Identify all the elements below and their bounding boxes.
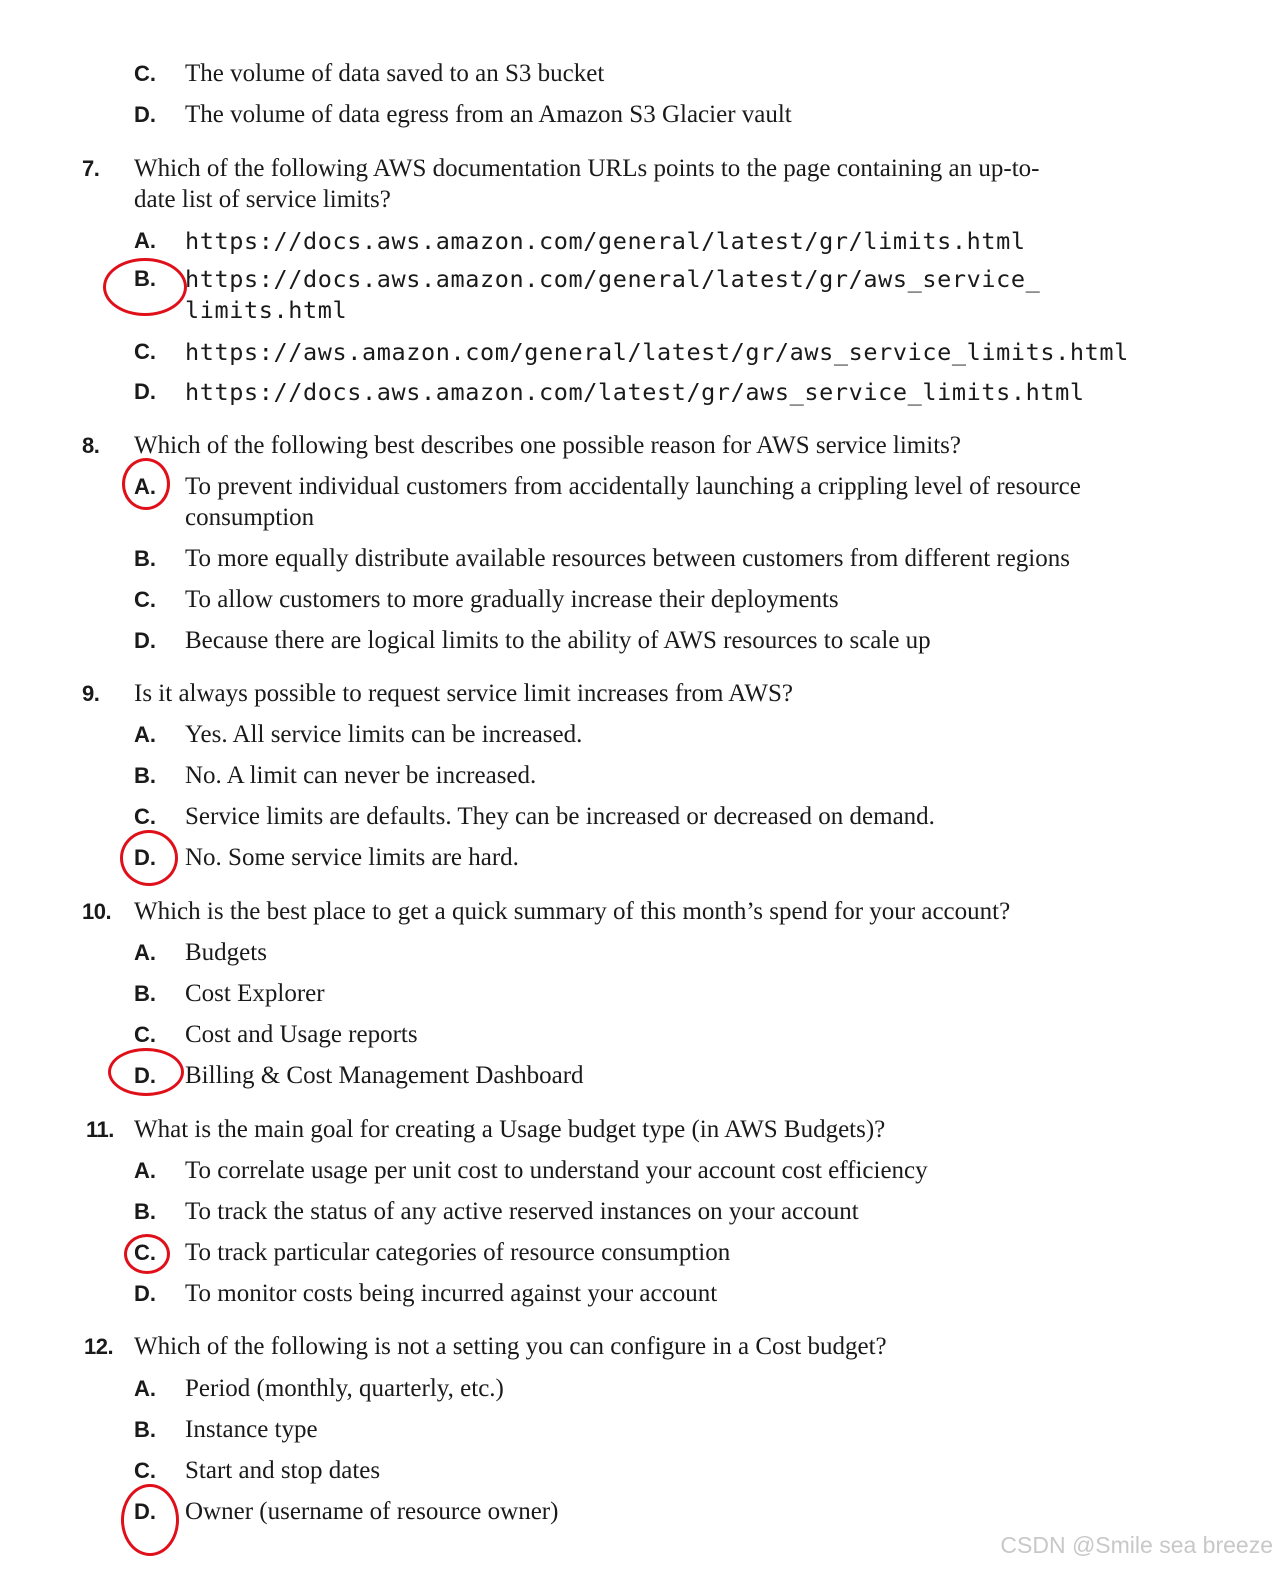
option-letter: A.	[134, 1158, 156, 1183]
option-text: Cost and Usage reports	[185, 1021, 418, 1048]
option-text: To track the status of any active reserved instances on your account	[185, 1198, 859, 1225]
question-text: Is it always possible to request service limit increases from AWS?	[134, 680, 793, 707]
question-text: Which of the following AWS documentation URLs points to the page containing an up-to-	[134, 155, 1040, 182]
option-letter: D.	[134, 1281, 156, 1306]
option-text: No. A limit can never be increased.	[185, 762, 537, 789]
answer-circle-annotation	[103, 258, 187, 316]
option-letter: B.	[134, 763, 156, 788]
option-letter: C.	[134, 1458, 156, 1483]
answer-circle-annotation	[108, 1048, 184, 1096]
watermark: CSDN @Smile sea breeze	[1000, 1532, 1273, 1558]
option-letter: D.	[134, 102, 156, 127]
option-text: Budgets	[185, 939, 267, 966]
option-letter: A.	[134, 474, 156, 499]
question-text: Which of the following is not a setting you can configure in a Cost budget?	[134, 1333, 887, 1360]
question-text: Which is the best place to get a quick summary of this month’s spend for your account?	[134, 898, 1011, 925]
answer-circle-annotation	[121, 1484, 179, 1556]
option-letter: D.	[134, 628, 156, 653]
option-text: Owner (username of resource owner)	[185, 1498, 559, 1525]
option-letter: A.	[134, 722, 156, 747]
option-letter: B.	[134, 981, 156, 1006]
option-text: No. Some service limits are hard.	[185, 844, 519, 871]
question-text: Which of the following best describes one possible reason for AWS service limits?	[134, 432, 961, 459]
option-letter: B.	[134, 266, 156, 291]
question-number: 7.	[82, 156, 100, 181]
option-text: Service limits are defaults. They can be increased or decreased on demand.	[185, 803, 935, 830]
option-text: Period (monthly, quarterly, etc.)	[185, 1375, 504, 1402]
option-text: limits.html	[185, 296, 348, 324]
option-letter: A.	[134, 228, 156, 253]
option-text: To prevent individual customers from accidentally launching a crippling level of resource	[185, 473, 1081, 500]
option-text: https://docs.aws.amazon.com/latest/gr/aws_service_limits.html	[185, 378, 1085, 406]
option-letter: C.	[134, 804, 156, 829]
option-text: https://aws.amazon.com/general/latest/gr/aws_service_limits.html	[185, 338, 1129, 366]
option-letter: C.	[134, 339, 156, 364]
option-text: Instance type	[185, 1416, 318, 1443]
answer-circle-annotation	[120, 830, 178, 886]
option-text: To more equally distribute available resources between customers from different regions	[185, 545, 1070, 572]
question-number: 11.	[86, 1117, 114, 1142]
option-text: To correlate usage per unit cost to understand your account cost efficiency	[185, 1157, 928, 1184]
option-letter: B.	[134, 1199, 156, 1224]
question-number: 8.	[82, 433, 100, 458]
option-letter: A.	[134, 1376, 156, 1401]
option-letter: D.	[134, 1063, 156, 1088]
option-letter: D.	[134, 845, 156, 870]
option-text: Start and stop dates	[185, 1457, 381, 1484]
option-letter: C.	[134, 61, 156, 86]
question-text: date list of service limits?	[134, 186, 391, 213]
option-text: https://docs.aws.amazon.com/general/latest/gr/aws_service_	[185, 265, 1041, 293]
option-letter: B.	[134, 546, 156, 571]
question-number: 9.	[82, 681, 100, 706]
option-text: The volume of data egress from an Amazon S3 Glacier vault	[185, 101, 792, 128]
option-letter: C.	[134, 587, 156, 612]
option-text: To track particular categories of resource consumption	[185, 1239, 731, 1266]
option-text: Because there are logical limits to the ability of AWS resources to scale up	[185, 627, 931, 654]
answer-circle-annotation	[122, 458, 170, 510]
question-number: 10.	[82, 899, 112, 924]
option-text: To allow customers to more gradually increase their deployments	[185, 586, 839, 613]
option-text: To monitor costs being incurred against your account	[185, 1280, 718, 1307]
option-text: https://docs.aws.amazon.com/general/latest/gr/limits.html	[185, 227, 1026, 255]
option-letter: A.	[134, 940, 156, 965]
option-letter: C.	[134, 1240, 156, 1265]
option-text: Billing & Cost Management Dashboard	[185, 1062, 584, 1089]
option-text: consumption	[185, 504, 315, 531]
option-text: Yes. All service limits can be increased.	[185, 721, 583, 748]
question-text: What is the main goal for creating a Usage budget type (in AWS Budgets)?	[134, 1116, 886, 1143]
answer-circle-annotation	[124, 1234, 170, 1274]
option-letter: C.	[134, 1022, 156, 1047]
option-text: The volume of data saved to an S3 bucket	[185, 60, 605, 87]
option-text: Cost Explorer	[185, 980, 325, 1007]
option-letter: D.	[134, 379, 156, 404]
option-letter: B.	[134, 1417, 156, 1442]
option-letter: D.	[134, 1499, 156, 1524]
question-number: 12.	[84, 1334, 114, 1359]
